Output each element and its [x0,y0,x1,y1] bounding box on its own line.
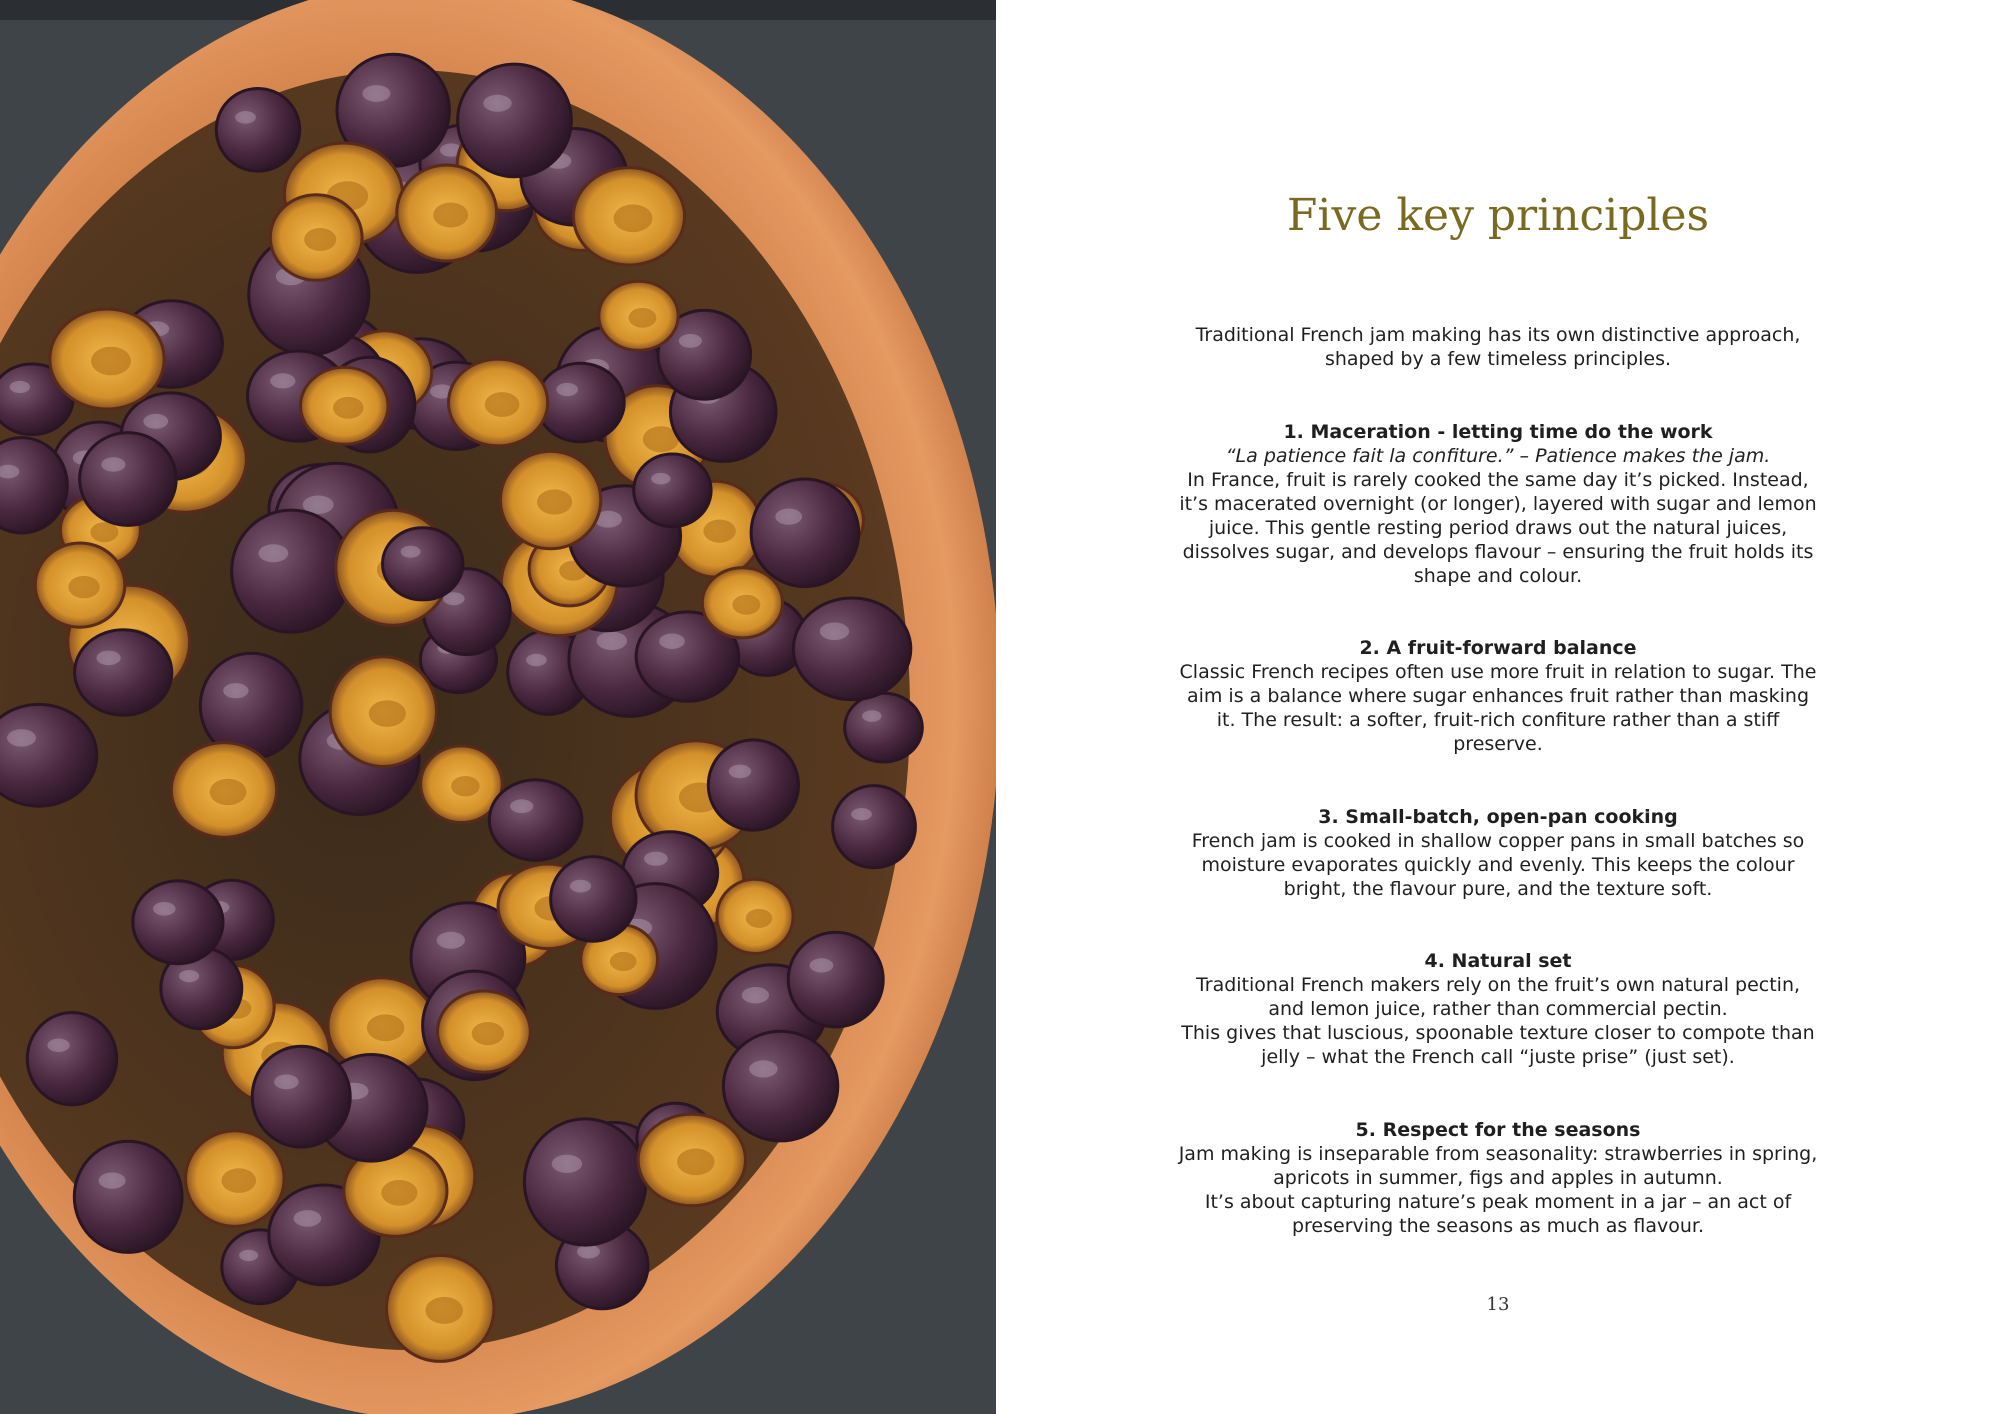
principle-heading: 5. Respect for the seasons [1355,1119,1641,1141]
plum-highlight [526,654,547,666]
photo-illustration [0,0,996,1414]
plum-pit-cavity [451,776,480,796]
plum-highlight [577,1245,600,1259]
plum-highlight [597,632,628,650]
plum-highlight [556,383,578,396]
plum-pit-cavity [90,522,118,542]
plum [74,1141,182,1252]
plum-highlight [651,473,670,485]
plum-highlight [274,1075,299,1090]
plum [383,528,463,600]
principle-seasons [1178,1118,1818,1238]
plum-pit-cavity [433,203,468,228]
plum-highlight [570,880,591,893]
principle-natural-set [1178,949,1818,1069]
plum-pit-cavity [677,1149,715,1176]
plum-highlight [820,623,849,641]
plum-highlight [644,852,668,866]
plum-pit-cavity [614,204,653,232]
plum-pit-cavity [367,1014,405,1041]
plum [751,479,859,587]
plum-highlight [235,111,256,124]
plum-pit-cavity [68,576,99,598]
plum-highlight [552,1155,582,1173]
plum-pit-cavity [333,397,364,419]
principle-quote: “La patience fait la confiture.” – Patience makes the jam. [1225,445,1771,467]
plum [833,786,916,868]
plum [458,64,572,177]
plum-highlight [270,373,295,388]
plum [80,433,177,526]
plum-highlight [7,729,36,746]
plum-highlight [153,902,176,916]
plum [537,363,625,442]
plum-highlight [742,987,769,1003]
principle-heading: 3. Small-batch, open-pan cooking [1318,806,1678,828]
plum-pit-cavity [304,228,336,251]
principle-small-batch-cooking [1178,805,1818,901]
plum-pit-cavity [610,952,637,971]
plum-pit-cavity [746,909,773,928]
plum [27,1012,116,1104]
text-page [996,0,2000,1414]
plum-highlight [239,1250,258,1261]
plum [0,704,97,806]
plum-highlight [749,1060,778,1077]
plum-highlight [143,414,168,429]
plum-highlight [10,381,30,393]
plum-pit-cavity [703,520,735,543]
plum-highlight [659,634,685,649]
plum [133,881,223,964]
plum-pit-cavity [381,1180,417,1206]
plum-highlight [483,95,511,112]
plum-highlight [362,85,390,102]
plum-highlight [729,765,752,779]
plum-pit-cavity [369,700,406,727]
plum-pit-cavity [425,1297,463,1324]
plum-pit-cavity [485,392,520,417]
principle-body: Traditional French makers rely on the fruit’s own natural pectin, and lemon juice, rather than commercial pectin. This gives that luscious, spoonable texture closer to compote than jelly – what the French call “juste prise” (just set). [1181,974,1815,1068]
plum [788,932,883,1027]
plum [723,1031,837,1141]
plum-pit-cavity [210,779,247,805]
plum-pit-cavity [732,595,760,615]
plum-highlight [223,683,248,698]
plum-highlight [679,334,702,348]
principle-body: Jam making is inseparable from seasonality: strawberries in spring, apricots in summer, figs and apples in autumn. It’s about capturing nature’s peak moment in a jar – an act of preserving the seasons as much as flavour. [1178,1143,1818,1237]
principle-fruit-forward-balance [1178,636,1818,756]
plum-highlight [259,544,289,562]
principle-maceration [1178,420,1818,588]
plum [252,1046,350,1147]
plum [232,510,351,632]
plum [634,454,711,527]
principle-heading: 1. Maceration - letting time do the work [1283,421,1713,443]
plum-highlight [810,958,834,972]
plum [551,857,636,942]
plum-highlight [437,932,465,949]
plum-pit-cavity [472,1022,504,1045]
plum-pit-cavity [537,489,572,514]
plum [793,598,910,700]
plum-pit-cavity [629,308,657,328]
plum-highlight [510,799,533,813]
plum-highlight [294,1210,322,1227]
plum [845,693,923,762]
principle-body: Classic French recipes often use more fruit in relation to sugar. The aim is a balance where sugar enhances fruit rather than masking it. The result: a softer, fruit-rich confiture rather than a stiff preserve. [1179,661,1817,755]
plum-highlight [101,457,125,471]
principle-heading: 4. Natural set [1424,950,1572,972]
principle-heading: 2. A fruit-forward balance [1359,637,1637,659]
plum-pit-cavity [91,347,131,376]
page-title: Five key principles [1286,190,1710,241]
intro-paragraph: Traditional French jam making has its own distinctive approach, shaped by a few timeless principles. [1195,324,1801,370]
plum-highlight [97,651,121,666]
plum-highlight [179,970,199,982]
plum [524,1119,646,1245]
plum-highlight [775,508,802,524]
page-number: 13 [1486,1294,1510,1315]
plum-pit-cavity [222,1168,257,1193]
plum-highlight [862,710,881,722]
plum-highlight [851,808,872,820]
plum-highlight [401,546,421,558]
principle-body: In France, fruit is rarely cooked the same day it’s picked. Instead, it’s macerated overnight (or longer), layered with sugar and lemon juice. This gentle resting period draws out the natural juices, dissolves sugar, and develops flavour – ensuring the fruit holds its shape and colour. [1179,469,1817,587]
plum [708,740,798,830]
plum [216,89,299,172]
plum [489,780,582,860]
principle-body: French jam is cooked in shallow copper pans in small batches so moisture evaporates quickly and evenly. This keeps the colour bright, the flavour pure, and the texture soft. [1191,830,1805,900]
plums-copper-pan-photo [0,0,996,1414]
plum-highlight [99,1173,126,1189]
plum [75,630,172,715]
plum-highlight [47,1039,69,1052]
